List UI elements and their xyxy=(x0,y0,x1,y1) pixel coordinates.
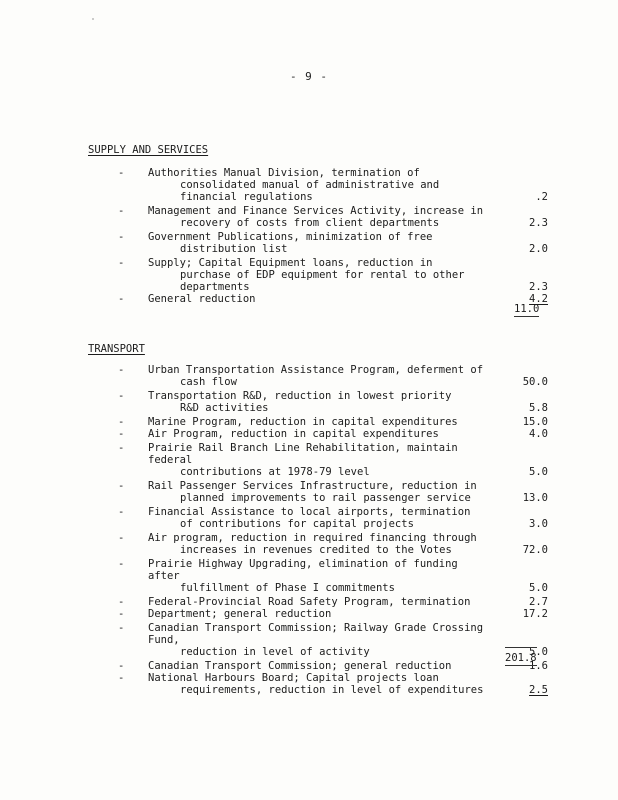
item-description xyxy=(148,364,488,388)
line-item xyxy=(118,660,548,672)
description-line: Air Program, reduction in capital expenditures xyxy=(148,428,439,440)
item-description xyxy=(148,390,488,414)
bullet-dash: - xyxy=(118,231,125,243)
item-amount: 5.0 xyxy=(529,466,548,478)
line-item xyxy=(118,205,548,229)
description-line: Government Publications, minimization of free xyxy=(148,231,433,243)
bullet-dash: - xyxy=(118,428,125,440)
description-line: Department; general reduction xyxy=(148,608,332,620)
line-item xyxy=(118,390,548,414)
description-line: Prairie Highway Upgrading, elimination of funding after xyxy=(148,558,458,582)
line-item xyxy=(118,506,548,530)
description-continuation: financial regulations xyxy=(180,191,313,203)
item-description xyxy=(148,660,488,672)
item-description xyxy=(148,558,488,594)
description-continuation: of contributions for capital projects xyxy=(180,518,414,530)
line-item xyxy=(118,416,548,428)
line-item xyxy=(118,364,548,388)
line-item xyxy=(118,532,548,556)
item-amount: 17.2 xyxy=(522,608,548,620)
bullet-dash: - xyxy=(118,532,125,544)
description-continuation: cash flow xyxy=(180,376,237,388)
line-item xyxy=(118,428,548,440)
item-amount: 2.5 xyxy=(529,684,548,696)
description-continuation: contributions at 1978-79 level xyxy=(180,466,370,478)
description-line: Urban Transportation Assistance Program, deferment of xyxy=(148,364,484,376)
description-line: Management and Finance Services Activity, increase in xyxy=(148,205,484,217)
description-continuation: increases in revenues credited to the Votes xyxy=(180,544,452,556)
item-description xyxy=(148,596,488,608)
line-item xyxy=(118,672,548,696)
line-item xyxy=(118,480,548,504)
item-description xyxy=(148,167,488,203)
line-item xyxy=(118,293,548,305)
bullet-dash: - xyxy=(118,416,125,428)
bullet-dash: - xyxy=(118,608,125,620)
bullet-dash: - xyxy=(118,596,125,608)
description-line: Air program, reduction in required financing through xyxy=(148,532,477,544)
item-amount: 5.0 xyxy=(529,646,548,658)
item-description xyxy=(148,506,488,530)
line-item xyxy=(118,608,548,620)
item-description xyxy=(148,608,488,620)
item-amount: 72.0 xyxy=(522,544,548,556)
heading-transport: TRANSPORT xyxy=(88,343,145,355)
item-description xyxy=(148,416,488,428)
item-amount: 3.0 xyxy=(529,518,548,530)
item-amount: 15.0 xyxy=(522,416,548,428)
description-line: General reduction xyxy=(148,293,256,305)
transport-total: 201.8 xyxy=(505,647,537,666)
item-amount: 2.3 xyxy=(529,281,548,293)
item-amount: 1.6 xyxy=(529,660,548,672)
transport-items-list xyxy=(118,364,548,696)
item-description xyxy=(148,672,488,696)
item-description xyxy=(148,622,488,658)
page-number: - 9 - xyxy=(289,70,329,83)
description-line: Canadian Transport Commission; Railway Grade Crossing Fund, xyxy=(148,622,484,646)
line-item xyxy=(118,257,548,293)
description-line: Authorities Manual Division, termination of xyxy=(148,167,420,179)
bullet-dash: - xyxy=(118,364,125,376)
description-continuation: reduction in level of activity xyxy=(180,646,370,658)
line-item xyxy=(118,231,548,255)
item-description xyxy=(148,293,488,305)
description-line: Prairie Rail Branch Line Rehabilitation, maintain federal xyxy=(148,442,458,466)
description-continuation: distribution list xyxy=(180,243,288,255)
bullet-dash: - xyxy=(118,558,125,570)
line-item xyxy=(118,442,548,478)
bullet-dash: - xyxy=(118,672,125,684)
description-line: Canadian Transport Commission; general reduction xyxy=(148,660,452,672)
bullet-dash: - xyxy=(118,167,125,179)
item-amount: 4.0 xyxy=(529,428,548,440)
bullet-dash: - xyxy=(118,257,125,269)
description-line: Transportation R&D, reduction in lowest priority xyxy=(148,390,452,402)
item-amount: .2 xyxy=(535,191,548,203)
description-line: Federal-Provincial Road Safety Program, termination xyxy=(148,596,471,608)
bullet-dash: - xyxy=(118,293,125,305)
bullet-dash: - xyxy=(118,390,125,402)
description-continuation: R&D activities xyxy=(180,402,269,414)
item-amount: 50.0 xyxy=(522,376,548,388)
bullet-dash: - xyxy=(118,480,125,492)
item-amount: 4.2 xyxy=(529,293,548,305)
item-description xyxy=(148,257,488,293)
item-amount: 2.7 xyxy=(529,596,548,608)
bullet-dash: - xyxy=(118,442,125,454)
description-line: Rail Passenger Services Infrastructure, reduction in xyxy=(148,480,477,492)
description-continuation: requirements, reduction in level of expenditures xyxy=(180,684,484,696)
description-continuation: planned improvements to rail passenger service xyxy=(180,492,471,504)
description-line: Supply; Capital Equipment loans, reduction in xyxy=(148,257,433,269)
item-description xyxy=(148,428,488,440)
item-description xyxy=(148,231,488,255)
line-item xyxy=(118,167,548,203)
description-line: National Harbours Board; Capital projects loan xyxy=(148,672,439,684)
bullet-dash: - xyxy=(118,660,125,672)
description-continuation: fulfillment of Phase I commitments xyxy=(180,582,395,594)
item-amount: 5.8 xyxy=(529,402,548,414)
bullet-dash: - xyxy=(118,506,125,518)
item-amount: 5.0 xyxy=(529,582,548,594)
bullet-dash: - xyxy=(118,205,125,217)
item-amount: 13.0 xyxy=(522,492,548,504)
line-item xyxy=(118,596,548,608)
heading-supply-and-services: SUPPLY AND SERVICES xyxy=(88,144,209,156)
item-description xyxy=(148,532,488,556)
description-continuation: purchase of EDP equipment for rental to other xyxy=(180,269,465,281)
supply-total: 11.0 xyxy=(514,303,540,315)
description-line: Marine Program, reduction in capital expenditures xyxy=(148,416,458,428)
description-continuation: departments xyxy=(180,281,250,293)
item-description xyxy=(148,205,488,229)
item-description xyxy=(148,480,488,504)
item-amount: 2.0 xyxy=(529,243,548,255)
line-item xyxy=(118,558,548,594)
description-line: Financial Assistance to local airports, termination xyxy=(148,506,471,518)
item-amount: 2.3 xyxy=(529,217,548,229)
item-description xyxy=(148,442,488,478)
supply-items-list xyxy=(118,167,548,305)
description-continuation: recovery of costs from client departments xyxy=(180,217,440,229)
description-continuation: consolidated manual of administrative and xyxy=(180,179,440,191)
bullet-dash: - xyxy=(118,622,125,634)
line-item xyxy=(118,622,548,658)
scan-speck xyxy=(92,18,94,20)
